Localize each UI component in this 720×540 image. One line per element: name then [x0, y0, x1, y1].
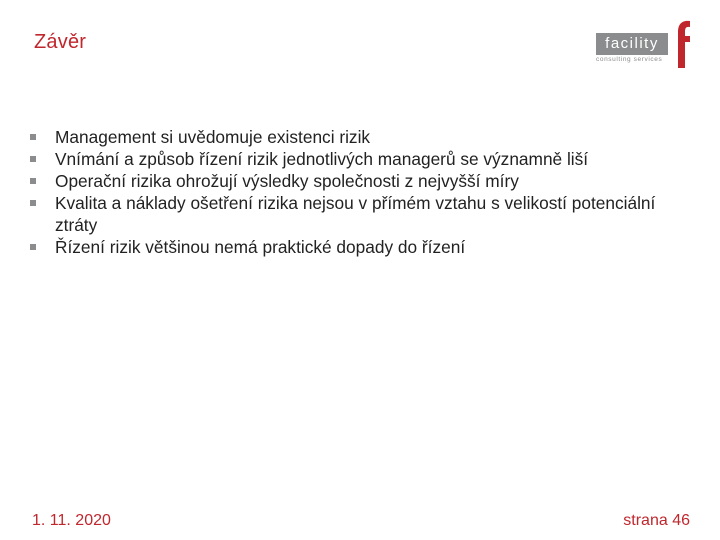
logo-wordmark-box: [596, 33, 668, 55]
list-item: [30, 148, 690, 170]
square-bullet-icon: [30, 156, 36, 162]
page-number: strana 46: [623, 512, 690, 529]
bullet-list: [30, 126, 690, 258]
list-item: [30, 192, 690, 236]
list-item-text: Řízení rizik většinou nemá praktické dopady do řízení: [55, 237, 466, 257]
list-item-text: Operační rizika ohrožují výsledky společnosti z nejvyšší míry: [55, 171, 519, 191]
list-item: [30, 170, 690, 192]
f-logo-icon: [672, 18, 692, 68]
company-logo: [594, 18, 694, 70]
square-bullet-icon: [30, 178, 36, 184]
list-item-text: Vnímání a způsob řízení rizik jednotlivých managerů se významně liší: [55, 149, 589, 169]
list-item-text: Kvalita a náklady ošetření rizika nejsou v přímém vztahu s velikostí potenciální ztráty: [55, 193, 656, 235]
list-item-text: Management si uvědomuje existenci rizik: [55, 127, 371, 147]
footer-date: 1. 11. 2020: [32, 512, 111, 529]
logo-wordmark: facility: [605, 35, 659, 52]
list-item: [30, 236, 690, 258]
logo-tagline: consulting services: [596, 56, 663, 63]
square-bullet-icon: [30, 200, 36, 206]
square-bullet-icon: [30, 134, 36, 140]
list-item: [30, 126, 690, 148]
slide-title: Závěr: [34, 31, 87, 53]
square-bullet-icon: [30, 244, 36, 250]
